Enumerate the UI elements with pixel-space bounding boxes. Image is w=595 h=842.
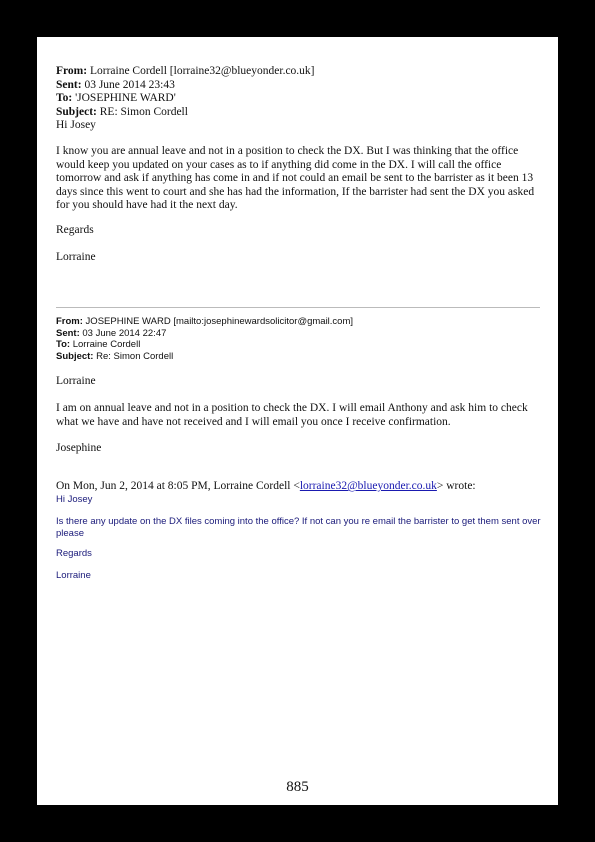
- email1-to: To: 'JOSEPHINE WARD': [56, 92, 176, 104]
- email2-header: [56, 316, 353, 362]
- email2-to: To: Lorraine Cordell: [56, 339, 141, 351]
- quote-email-link[interactable]: lorraine32@blueyonder.co.uk: [299, 480, 437, 492]
- email3-regards: Regards: [56, 548, 92, 559]
- email1-signature: Lorraine: [56, 251, 96, 263]
- email1-regards: Regards: [56, 224, 94, 236]
- email2-greeting: Lorraine: [56, 375, 96, 387]
- email1-subject: Subject: RE: Simon Cordell: [56, 105, 188, 118]
- email1-greeting: Hi Josey: [56, 119, 96, 131]
- email3-greeting: Hi Josey: [56, 494, 93, 505]
- email1-from: From: Lorraine Cordell [lorraine32@blueyonder.co.uk]: [56, 65, 315, 77]
- divider: [56, 307, 540, 308]
- email3-body: Is there any update on the DX files coming into the office? If not can you re email the barrister to get them sent over please: [56, 516, 541, 539]
- email1-header: [56, 65, 315, 133]
- email1-sent: Sent: 03 June 2014 23:43: [56, 78, 175, 91]
- email2-sent: Sent: 03 June 2014 22:47: [56, 327, 167, 339]
- quote-attribution: On Mon, Jun 2, 2014 at 8:05 PM, Lorraine Cordell <lorraine32@blueyonder.co.uk> wrote:: [56, 480, 476, 492]
- document-page: [37, 37, 558, 805]
- email2-subject: Subject: Re: Simon Cordell: [56, 350, 174, 362]
- email2-signature: Josephine: [56, 442, 102, 454]
- email3-signature: Lorraine: [56, 570, 91, 581]
- email2-from: From: JOSEPHINE WARD [mailto:josephinewardsolicitor@gmail.com]: [56, 316, 354, 327]
- email2-body: I am on annual leave and not in a position to check the DX. I will email Anthony and ask him to check what we have and have not received and I will email you once I receive confirmation.: [56, 402, 528, 428]
- email1-body: I know you are annual leave and not in a position to check the DX. But I was thinking that the office would keep you updated on your cases as to if anything did come in the DX. I will call the office tomorrow and ask if anything has come in and if not could an email be sent to the barrister as it been 13 days since this went to court and she has had the information, If the barrister had sent the DX you asked for you should have had it the next day.: [56, 145, 535, 211]
- page-number: 885: [286, 779, 309, 795]
